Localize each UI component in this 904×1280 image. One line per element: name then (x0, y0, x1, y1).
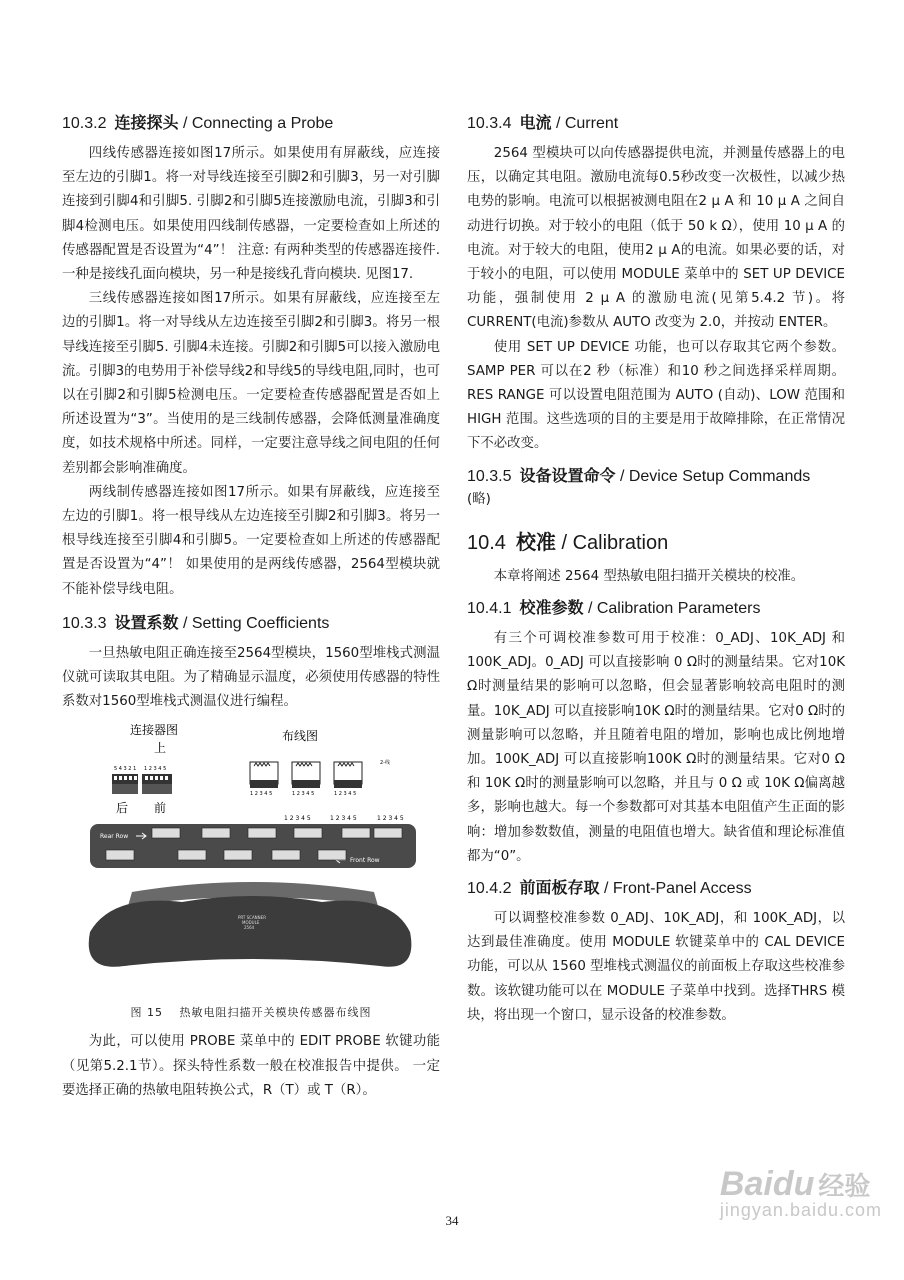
para-probe-menu: 为此，可以使用 PROBE 菜单中的 EDIT PROBE 软键功能（见第5.2.1节）。探头特性系数一般在校准报告中提供。 一定要选择正确的热敏电阻转换公式，R（T）或 T（R）。 (62, 1034, 440, 1098)
module-body (89, 896, 412, 967)
heading-current: 10.3.4 电流 / Current (467, 113, 619, 132)
para-two-wire: 两线制传感器连接如图17所示。如果有屏蔽线，应连接至左边的引脚1。将一根导线从左边连接至引脚2和引脚3。将另一根导线连接至引脚4和引脚5。一定要检查如上所述的传感器配置是否设置为“4”！ 如果使用的是两线传感器，2564型模块就不能补偿导线电阻。 (62, 484, 440, 597)
fig-label-front: 前 (154, 801, 167, 816)
para-current: 2564 型模块可以向传感器提供电流，并测量传感器上的电压，以确定其电阻。激励电流每0.5秒改变一次极性，以减少热电势的影响。电流可以根据被测电阻在2 μ A 和 10 μ A 之间自动进行切换。对于较小的电阻（低于 50 k Ω），使用 10 μ A 的电流。对于较大的电阻，使用2 μ A的电流。如果必要的话，对于较小的电阻，可以使用 MODULE 菜单中的 SET UP DEVICE 功能，强制使用 2 μ A 的激励电流(见第5.4.2 节)。将 CURRENT(电流)参数从 AUTO 改变为 2.0，并按动 ENTER。 (467, 146, 845, 331)
fig-pins-back: 5 4 3 2 1 (114, 766, 137, 773)
svg-text:2564: 2564 (244, 925, 255, 931)
fig-label-wiring: 布线图 (282, 729, 319, 744)
svg-text:1 2 3 4 5: 1 2 3 4 5 (334, 791, 357, 798)
heading-front-panel-access: 10.4.2 前面板存取 / Front-Panel Access (467, 878, 752, 898)
fig-label-two-wire: 2-线 (380, 760, 390, 767)
fig-label-connector: 连接器图 (130, 723, 179, 738)
left-column (62, 112, 440, 1103)
para-front-panel-access: 可以调整校准参数 0_ADJ、10K_ADJ，和 100K_ADJ，以达到最佳准确度。使用 MODULE 软键菜单中的 CAL DEVICE 功能，可以从 1560 型堆栈式测温仪的前面板上存取这些校准参数。该软键功能可以在 MODULE 子菜单中找到。选择THRS 模块，将出现一个窗口，显示设备的校准参数。 (467, 911, 845, 1023)
para-coefficients: 一旦热敏电阻正确连接至2564型模块，1560型堆栈式测温仪就可读取其电阻。为了精确显示温度，必须使用传感器的特性系数对1560型堆栈式测温仪进行编程。 (62, 645, 440, 710)
wiring-figure (62, 722, 440, 1002)
para-omitted: (略) (467, 491, 491, 507)
svg-text:1 2 3 4 5: 1 2 3 4 5 (330, 815, 357, 823)
heading-device-setup: 10.3.5 设备设置命令 / Device Setup Commands (467, 465, 811, 485)
figure-caption: 图 15 热敏电阻扫描开关模块传感器布线图 (130, 1006, 372, 1020)
para-four-wire: 四线传感器连接如图17所示。如果使用有屏蔽线，应连接至左边的引脚1。将一对导线连接至引脚2和引脚3，另一对引脚连接到引脚4和引脚5. 引脚2和引脚5连接激励电流，引脚3和引脚4检测电压。如果使用四线制传感器，一定要检查如上所述的传感器配置是否设置为“4”！ 注意: 有两种类型的传感器连接件. 一种是接线孔面向模块，另一种是接线孔背向模块. 见图17. (62, 146, 440, 283)
fig-pins-front: 1 2 3 4 5 (144, 766, 167, 773)
baidu-watermark: Baidu 经验 jingyan.baidu.com (719, 1165, 882, 1220)
svg-text:1 2 3 4 5: 1 2 3 4 5 (250, 791, 273, 798)
right-column (467, 112, 845, 1028)
fig-label-top: 上 (154, 741, 167, 756)
heading-calibration-parameters: 10.4.1 校准参数 / Calibration Parameters (467, 598, 761, 618)
connector-back-body (112, 784, 138, 794)
heading-setting-coefficients: 10.3.3 设置系数 / Setting Coefficients (62, 612, 330, 632)
para-calibration-parameters: 有三个可调校准参数可用于校准：0_ADJ、10K_ADJ 和 100K_ADJ。0_ADJ 可以直接影响 0 Ω时的测量结果。它对10K Ω时测量结果的影响可以忽略，但会显著影响较高电阻时的测量。10K_ADJ 可以直接影响10K Ω时的测量结果。它对0 Ω时的测量影响可以忽略，并且随着电阻的增加，影响也成比例地增加。100K_ADJ 可以直接影响100K Ω时的测量结果。它对0 Ω 和 10K Ω时的测量影响可以忽略，并且与 0 Ω 或 10K Ω偏离越多，影响也越大。每一个参数都可对其基本电阻值产生正面的影响：增加参数数值，测量的电阻值也增大。缺省值和理论标准值都为“0”。 (467, 631, 845, 864)
svg-text:PRT SCANNER: PRT SCANNER (238, 915, 266, 921)
fig-label-back: 后 (116, 801, 129, 816)
para-calibration-intro: 本章将阐述 2564 型热敏电阻扫描开关模块的校准。 (493, 568, 805, 584)
fig-front-row: Front Row (350, 857, 380, 865)
connector-front-body (142, 784, 172, 794)
svg-text:MODULE: MODULE (242, 920, 260, 926)
para-setup-device: 使用 SET UP DEVICE 功能，也可以存取其它两个参数。SAMP PER 可以在2 秒（标准）和10 秒之间选择采样周期。 RES RANGE 可以设置电阻范围为 AUTO (自动)、LOW 范围和HIGH 范围。这些选项的目的主要是用于故障排除，在正常情况下不必改变。 (467, 339, 845, 452)
para-three-wire: 三线传感器连接如图17所示。如果有屏蔽线，应连接至左边的引脚1。将一对导线从左边连接至引脚2和引脚3。将另一根导线连接至引脚5. 引脚4未连接。引脚2和引脚5可以接入激励电流。引脚3的电势用于补偿导线2和导线5的导线电阻,同时，也可以在引脚2和引脚5检测电压。一定要检查传感器配置是否如上所述设置为“3”。当使用的是三线制传感器，会降低测量准确度度，如技术规格中所述。同样，一定要注意导线之间电阻的任何差别都会影响准确度。 (62, 291, 440, 476)
svg-text:1 2 3 4 5: 1 2 3 4 5 (377, 815, 404, 823)
svg-text:1 2 3 4 5: 1 2 3 4 5 (284, 815, 311, 823)
fig-rear-row: Rear Row (100, 833, 129, 841)
heading-calibration: 10.4 校准 / Calibration (467, 529, 669, 554)
heading-connecting-probe: 10.3.2 连接探头 / Connecting a Probe (62, 113, 334, 132)
svg-text:1 2 3 4 5: 1 2 3 4 5 (292, 791, 315, 798)
page-number: 34 (445, 1213, 459, 1228)
